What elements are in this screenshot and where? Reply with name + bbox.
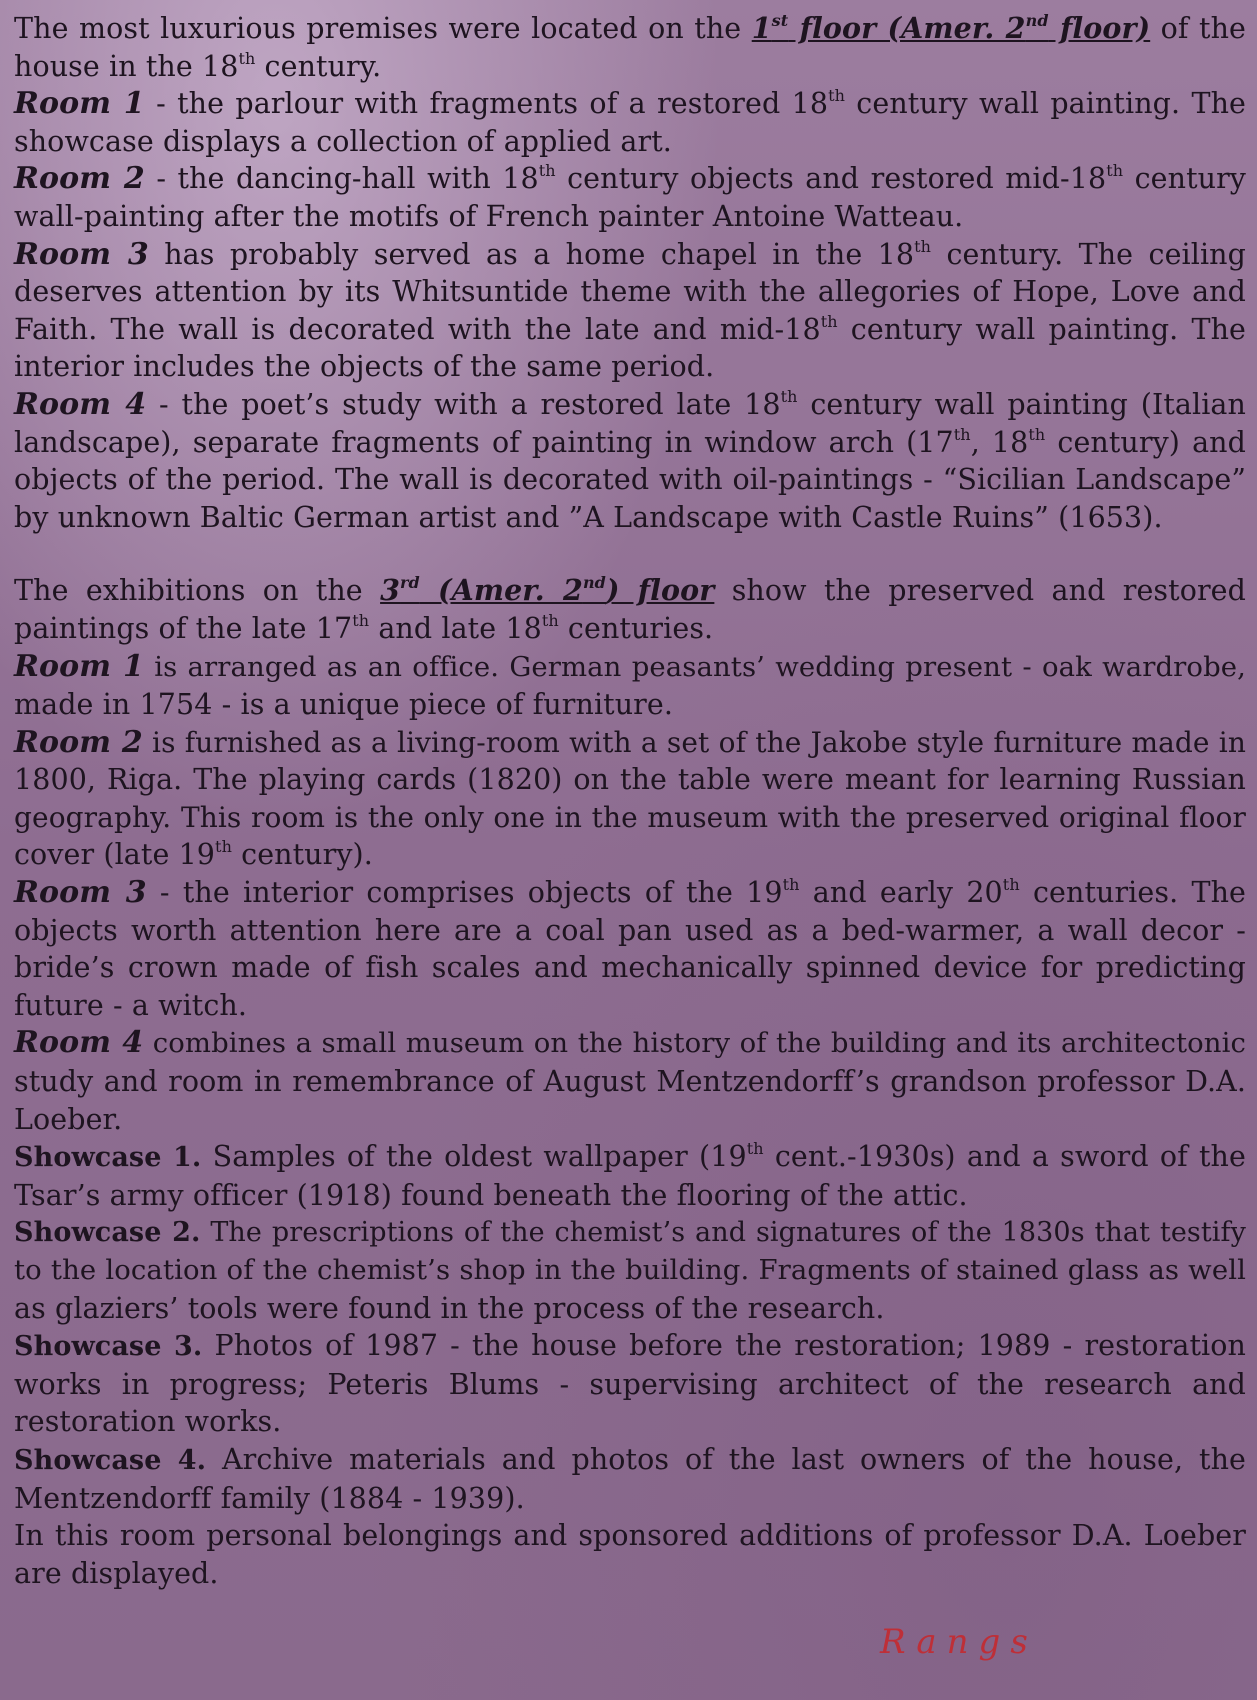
room-entry: Room 4 - the poet’s study with a restored late 18th century wall painting (Italian landscape), separate fragments of painting in window arch (17th, 18th century) and objects of the period. The wall is decorated with oil-paintings - “Sicilian Landscape” by unknown Baltic German artist and ”A Landscape with Castle Ruins” (1653).: [14, 386, 1246, 534]
room-label: Room 2: [14, 161, 145, 197]
showcase-label: Showcase 4.: [14, 1444, 207, 1476]
section1-intro-line2: house in the 18th century.: [14, 48, 382, 83]
room-entry: Room 2 - the dancing-hall with 18th century objects and restored mid-18th century wall-painting after the motifs of French painter Antoine Watteau.: [14, 161, 1247, 233]
floor-label: 1st floor (Amer. 2nd floor): [751, 11, 1151, 45]
section-third-floor: [14, 572, 1246, 1592]
room-label: Room 4: [14, 386, 147, 422]
room-entry: Room 3 has probably served as a home chapel in the 18th century. The ceiling deserves attention by its Whitsuntide theme with the allegories of Hope, Love and Faith. The wall is decorated with the late and mid-18th century wall painting. The interior includes the objects of the same period.: [14, 236, 1246, 384]
showcase-label: Showcase 1.: [14, 1142, 202, 1174]
room-entry: Room 1 is arranged as an office. German peasants’ wedding present - oak wardrobe, made in 1754 - is a unique piece of furniture.: [14, 648, 1246, 722]
room-entry: Room 4 combines a small museum on the history of the building and its architectonic study and room in remembrance of August Mentzendorff’s grandson professor D.A. Loeber.: [14, 1025, 1246, 1136]
room-label: Room 3: [14, 875, 147, 911]
room-label: Room 2: [14, 724, 143, 760]
museum-info-panel: [14, 10, 1246, 1592]
section2-intro-line1: The exhibitions on the 3rd (Amer. 2nd) floor show the preserved and restored: [14, 573, 1246, 608]
room-entry: Room 2 is furnished as a living-room with a set of the Jakobe style furniture made in 1800, Riga. The playing cards (1820) on the table were meant for learning Russian geography. This room is the only one in the museum with the preserved original floor cover (late 19th century).: [14, 724, 1246, 872]
photographer-signature-watermark: Rangs: [880, 1622, 1038, 1662]
floor-label: 3rd (Amer. 2nd) floor: [380, 573, 715, 608]
room-entry: Room 3 - the interior comprises objects of the 19th and early 20th centuries. The objects worth attention here are a coal pan used as a bed-warmer, a wall decor - bride’s crown made of fish scales and mechanically spinned device for predicting future - a witch.: [14, 875, 1246, 1022]
closing-note: In this room personal belongings and sponsored additions of professor D.A. Loeber are displayed.: [14, 1519, 1246, 1590]
showcase-label: Showcase 3.: [14, 1331, 203, 1363]
room-entry: Room 1 - the parlour with fragments of a restored 18th century wall painting. The showcase displays a collection of applied art.: [14, 86, 1246, 158]
showcase-entry: Showcase 3. Photos of 1987 - the house before the restoration; 1989 - restoration works in progress; Peteris Blums - supervising architect of the research and restoration works.: [14, 1329, 1246, 1439]
room-label: Room 3: [14, 236, 149, 272]
section-first-floor: [14, 10, 1246, 536]
section1-intro-line1: The most luxurious premises were located on the 1st floor (Amer. 2nd floor) of the: [14, 11, 1246, 45]
section-divider: [14, 536, 1246, 572]
room-label: Room 1: [14, 86, 145, 122]
showcase-entry: Showcase 1. Samples of the oldest wallpaper (19th cent.-1930s) and a sword of the Tsar’s army officer (1918) found beneath the flooring of the attic.: [14, 1139, 1246, 1212]
showcase-label: Showcase 2.: [14, 1217, 201, 1249]
room-label: Room 1: [14, 648, 144, 684]
showcase-entry: Showcase 2. The prescriptions of the chemist’s and signatures of the 1830s that testify to the location of the chemist’s shop in the building. Fragments of stained glass as well as glaziers’ tools were found in the process of the research.: [14, 1217, 1246, 1325]
room-label: Room 4: [14, 1025, 144, 1061]
section2-intro-line2: paintings of the late 17th and late 18th centuries.: [14, 610, 714, 645]
showcase-entry: Showcase 4. Archive materials and photos of the last owners of the house, the Mentzendorff family (1884 - 1939).: [14, 1442, 1246, 1515]
